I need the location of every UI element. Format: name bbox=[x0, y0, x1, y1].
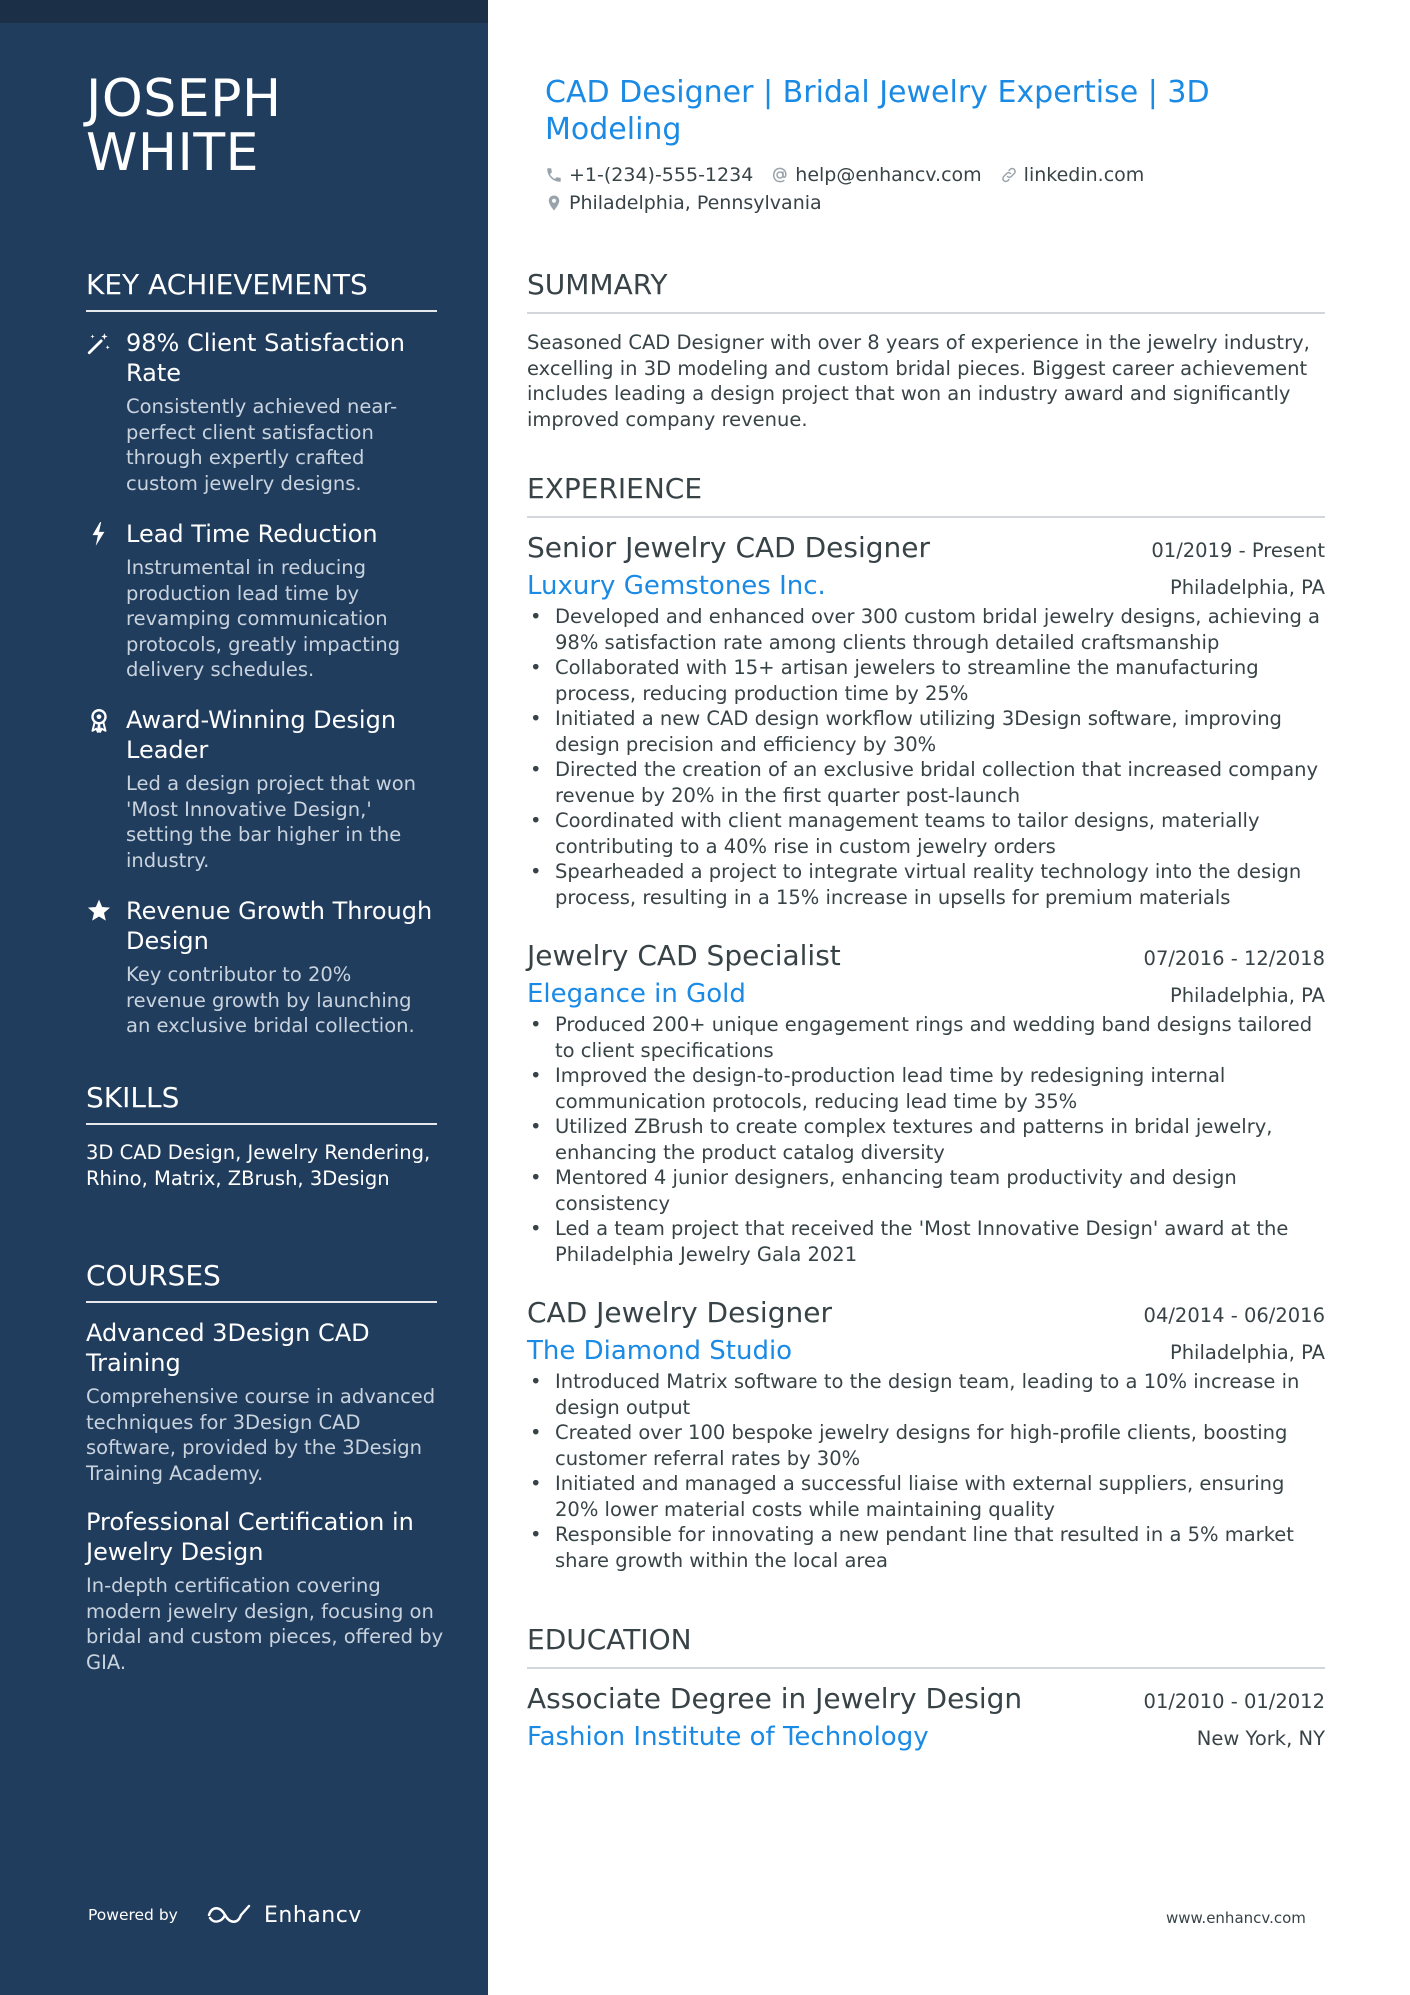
school-name: Fashion Institute of Technology bbox=[527, 1722, 929, 1752]
experience-entry bbox=[527, 1295, 1325, 1573]
job-bullet: • Collaborated with 15+ artisan jewelers to streamline the manufacturing process, reducing production time by 25% bbox=[527, 655, 1325, 706]
job-title: Jewelry CAD Specialist bbox=[527, 939, 841, 972]
education-location: New York, NY bbox=[1196, 1727, 1325, 1750]
job-bullet: • Initiated and managed a successful liaise with external suppliers, ensuring 20% lower material costs while maintaining quality bbox=[527, 1471, 1325, 1522]
achievement-item bbox=[86, 328, 437, 496]
company-name: The Diamond Studio bbox=[527, 1336, 793, 1366]
location-text: Philadelphia, Pennsylvania bbox=[569, 192, 822, 214]
achievements-heading: KEY ACHIEVEMENTS bbox=[86, 268, 437, 312]
enhancv-logo[interactable] bbox=[206, 1898, 366, 1932]
phone-contact[interactable] bbox=[545, 162, 753, 188]
email-contact[interactable] bbox=[771, 162, 981, 188]
job-bullet: • Initiated a new CAD design workflow utilizing 3Design software, improving design precision and efficiency by 30% bbox=[527, 706, 1325, 757]
achievement-item bbox=[86, 896, 437, 1039]
job-bullet: • Produced 200+ unique engagement rings and wedding band designs tailored to client specifications bbox=[527, 1012, 1325, 1063]
job-bullet: • Improved the design-to-production lead time by redesigning internal communication protocols, reducing lead time by 35% bbox=[527, 1063, 1325, 1114]
website-text: linkedin.com bbox=[1023, 164, 1145, 186]
candidate-name: JOSEPH WHITE bbox=[86, 69, 282, 183]
experience-heading: EXPERIENCE bbox=[527, 472, 1325, 518]
achievement-title: Revenue Growth Through Design bbox=[126, 897, 433, 955]
job-location: Philadelphia, PA bbox=[1169, 576, 1325, 599]
resume-headline: CAD Designer | Bridal Jewelry Expertise | 3D Modeling bbox=[545, 75, 1210, 147]
course-title: Professional Certification in Jewelry Design bbox=[86, 1508, 414, 1566]
job-bullet: • Spearheaded a project to integrate virtual reality technology into the design process, resulting in a 15% increase in upsells for premium materials bbox=[527, 859, 1325, 910]
phone-text: +1-(234)-555-1234 bbox=[569, 164, 754, 186]
job-bullet: • Utilized ZBrush to create complex textures and patterns in bridal jewelry, enhancing the product catalog diversity bbox=[527, 1114, 1325, 1165]
education-heading: EDUCATION bbox=[527, 1623, 1325, 1669]
achievement-description: Instrumental in reducing production lead time by revamping communication protocols, greatly impacting delivery schedules. bbox=[126, 556, 401, 681]
job-bullets bbox=[527, 604, 1325, 910]
job-title: Senior Jewelry CAD Designer bbox=[527, 531, 931, 564]
course-description: In-depth certification covering modern jewelry design, focusing on bridal and custom pieces, offered by GIA. bbox=[86, 1574, 444, 1674]
sidebar-top-bar bbox=[0, 0, 488, 23]
footer-website-link[interactable]: www.enhancv.com bbox=[1166, 1909, 1306, 1927]
link-icon bbox=[1000, 166, 1018, 184]
summary-text: Seasoned CAD Designer with over 8 years of experience in the jewelry industry, excelling in 3D modeling and custom bridal pieces. Biggest career achievement includes leading a design project that won an industry award and significantly improved company revenue. bbox=[527, 331, 1310, 431]
enhancv-brand-text: Enhancv bbox=[264, 1902, 362, 1928]
course-item bbox=[86, 1318, 446, 1486]
sidebar bbox=[0, 0, 488, 1995]
course-title: Advanced 3Design CAD Training bbox=[86, 1319, 370, 1377]
education-dates: 01/2010 - 01/2012 bbox=[1143, 1690, 1325, 1713]
website-contact[interactable] bbox=[1000, 162, 1145, 188]
at-sign-icon bbox=[771, 166, 789, 184]
job-bullet: • Led a team project that received the 'Most Innovative Design' award at the Philadelphia Jewelry Gala 2021 bbox=[527, 1216, 1325, 1267]
achievement-title: Award-Winning Design Leader bbox=[126, 706, 397, 764]
job-bullet: • Responsible for innovating a new pendant line that resulted in a 5% market share growth within the local area bbox=[527, 1522, 1325, 1573]
location-contact bbox=[545, 190, 822, 216]
achievement-title: Lead Time Reduction bbox=[126, 520, 378, 548]
job-dates: 07/2016 - 12/2018 bbox=[1143, 947, 1325, 970]
job-location: Philadelphia, PA bbox=[1169, 984, 1325, 1007]
job-bullet: • Developed and enhanced over 300 custom bridal jewelry designs, achieving a 98% satisfaction rate among clients through detailed craftsmanship bbox=[527, 604, 1325, 655]
job-bullet: • Coordinated with client management teams to tailor designs, materially contributing to a 40% rise in custom jewelry orders bbox=[527, 808, 1325, 859]
course-item bbox=[86, 1507, 446, 1675]
job-bullet: • Mentored 4 junior designers, enhancing team productivity and design consistency bbox=[527, 1165, 1325, 1216]
job-bullets bbox=[527, 1369, 1325, 1573]
star-icon bbox=[86, 898, 112, 924]
company-name: Luxury Gemstones Inc. bbox=[527, 571, 826, 601]
enhancv-logo-icon bbox=[206, 1902, 254, 1928]
company-name: Elegance in Gold bbox=[527, 979, 746, 1009]
courses-heading: COURSES bbox=[86, 1259, 437, 1303]
job-title: CAD Jewelry Designer bbox=[527, 1296, 832, 1329]
powered-by-label: Powered by bbox=[88, 1906, 178, 1924]
job-bullets bbox=[527, 1012, 1325, 1267]
lightning-bolt-icon bbox=[86, 521, 112, 547]
achievement-description: Led a design project that won 'Most Innovative Design,' setting the bar higher in the industry. bbox=[126, 772, 417, 872]
summary-heading: SUMMARY bbox=[527, 268, 1325, 314]
contact-info bbox=[545, 162, 1325, 218]
skills-heading: SKILLS bbox=[86, 1081, 437, 1125]
location-pin-icon bbox=[545, 194, 563, 212]
phone-icon bbox=[545, 166, 563, 184]
achievement-item bbox=[86, 705, 437, 873]
job-location: Philadelphia, PA bbox=[1169, 1341, 1325, 1364]
achievement-description: Key contributor to 20% revenue growth by launching an exclusive bridal collection. bbox=[126, 963, 415, 1037]
job-bullet: • Created over 100 bespoke jewelry designs for high-profile clients, boosting customer referral rates by 30% bbox=[527, 1420, 1325, 1471]
award-medal-icon bbox=[86, 707, 112, 733]
email-text: help@enhancv.com bbox=[795, 164, 982, 186]
job-bullet: • Directed the creation of an exclusive bridal collection that increased company revenue by 20% in the first quarter post-launch bbox=[527, 757, 1325, 808]
achievement-title: 98% Client Satisfaction Rate bbox=[126, 329, 405, 387]
job-dates: 04/2014 - 06/2016 bbox=[1143, 1304, 1325, 1327]
experience-entry bbox=[527, 938, 1325, 1267]
education-entry bbox=[527, 1681, 1325, 1753]
experience-entry bbox=[527, 530, 1325, 910]
achievement-item bbox=[86, 519, 437, 683]
magic-wand-icon bbox=[86, 330, 112, 356]
course-description: Comprehensive course in advanced techniques for 3Design CAD software, provided by the 3Design Training Academy. bbox=[86, 1385, 436, 1485]
job-dates: 01/2019 - Present bbox=[1151, 539, 1325, 562]
achievement-description: Consistently achieved near-perfect client satisfaction through expertly crafted custom jewelry designs. bbox=[126, 395, 398, 495]
job-bullet: • Introduced Matrix software to the design team, leading to a 10% increase in design output bbox=[527, 1369, 1325, 1420]
degree-title: Associate Degree in Jewelry Design bbox=[527, 1682, 1023, 1715]
skills-list: 3D CAD Design, Jewelry Rendering, Rhino, Matrix, ZBrush, 3Design bbox=[86, 1141, 431, 1190]
